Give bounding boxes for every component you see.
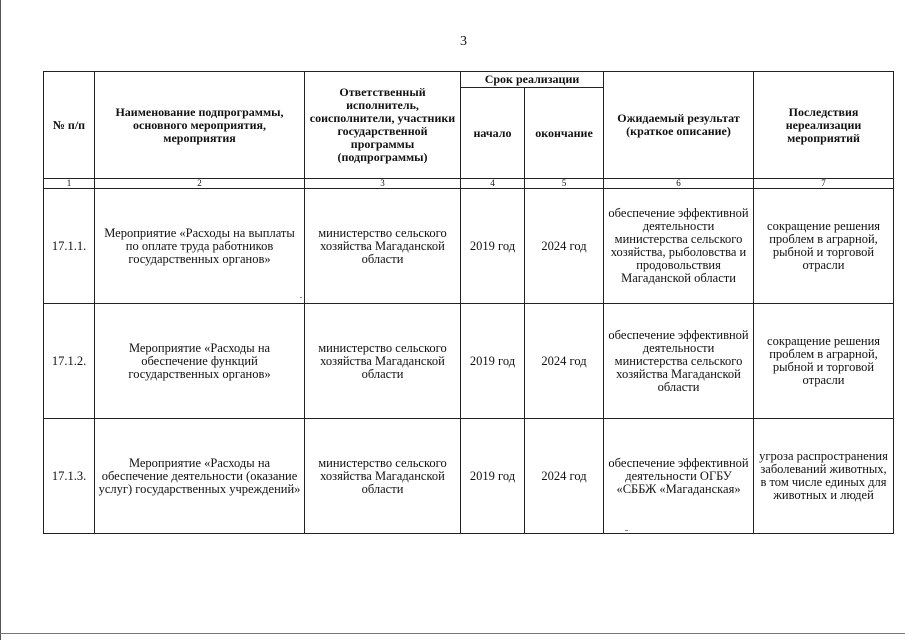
row-expected: обеспечение эффективной деятельности министерства сельского хозяйства Магаданской области <box>604 304 754 419</box>
page-number: 3 <box>460 34 467 49</box>
row-start: 2019 год <box>461 304 525 419</box>
header-end: окончание <box>525 88 604 179</box>
header-term: Срок реализации <box>461 72 604 88</box>
header-responsible: Ответственный исполнитель, соисполнители, участники государственной программы (подпрограммы) <box>305 72 461 179</box>
row-responsible: министерство сельского хозяйства Магаданской области <box>305 189 461 304</box>
row-end: 2024 год <box>525 189 604 304</box>
column-index: 5 <box>525 179 604 189</box>
column-index: 7 <box>754 179 894 189</box>
row-name: Мероприятие «Расходы на выплаты по оплате труда работников государственных органов» <box>95 189 305 304</box>
row-num: 17.1.1. <box>44 189 95 304</box>
header-row-1 <box>44 72 894 88</box>
column-index: 4 <box>461 179 525 189</box>
column-index: 6 <box>604 179 754 189</box>
row-consequences: сокращение решения проблем в аграрной, рыбной и торговой отрасли <box>754 189 894 304</box>
page-left-edge <box>0 0 1 640</box>
row-responsible: министерство сельского хозяйства Магаданской области <box>305 304 461 419</box>
row-num: 17.1.2. <box>44 304 95 419</box>
table-row <box>44 419 894 534</box>
measures-table <box>43 71 894 534</box>
column-index: 1 <box>44 179 95 189</box>
header-expected: Ожидаемый результат (краткое описание) <box>604 72 754 179</box>
row-end: 2024 год <box>525 304 604 419</box>
row-start: 2019 год <box>461 189 525 304</box>
header-num: № п/п <box>44 72 95 179</box>
header-name: Наименование подпрограммы, основного мероприятия, мероприятия <box>95 72 305 179</box>
table-row <box>44 304 894 419</box>
column-index: 3 <box>305 179 461 189</box>
row-expected: обеспечение эффективной деятельности ОГБУ «СББЖ «Магаданская» <box>604 419 754 534</box>
row-responsible: министерство сельского хозяйства Магаданской области <box>305 419 461 534</box>
header-start: начало <box>461 88 525 179</box>
row-consequences: сокращение решения проблем в аграрной, рыбной и торговой отрасли <box>754 304 894 419</box>
row-expected: обеспечение эффективной деятельности министерства сельского хозяйства, рыболовства и продовольствия Магаданской области <box>604 189 754 304</box>
header-consequences: Последствия нереализации мероприятий <box>754 72 894 179</box>
column-index: 2 <box>95 179 305 189</box>
row-name: Мероприятие «Расходы на обеспечение деятельности (оказание услуг) государственных учреждений» <box>95 419 305 534</box>
table-row <box>44 189 894 304</box>
page-bottom-edge <box>0 633 905 634</box>
row-num: 17.1.3. <box>44 419 95 534</box>
row-consequences: угроза распространения заболеваний животных, в том числе единых для животных и людей <box>754 419 894 534</box>
row-start: 2019 год <box>461 419 525 534</box>
row-end: 2024 год <box>525 419 604 534</box>
column-index-row <box>44 179 894 189</box>
row-name: Мероприятие «Расходы на обеспечение функций государственных органов» <box>95 304 305 419</box>
